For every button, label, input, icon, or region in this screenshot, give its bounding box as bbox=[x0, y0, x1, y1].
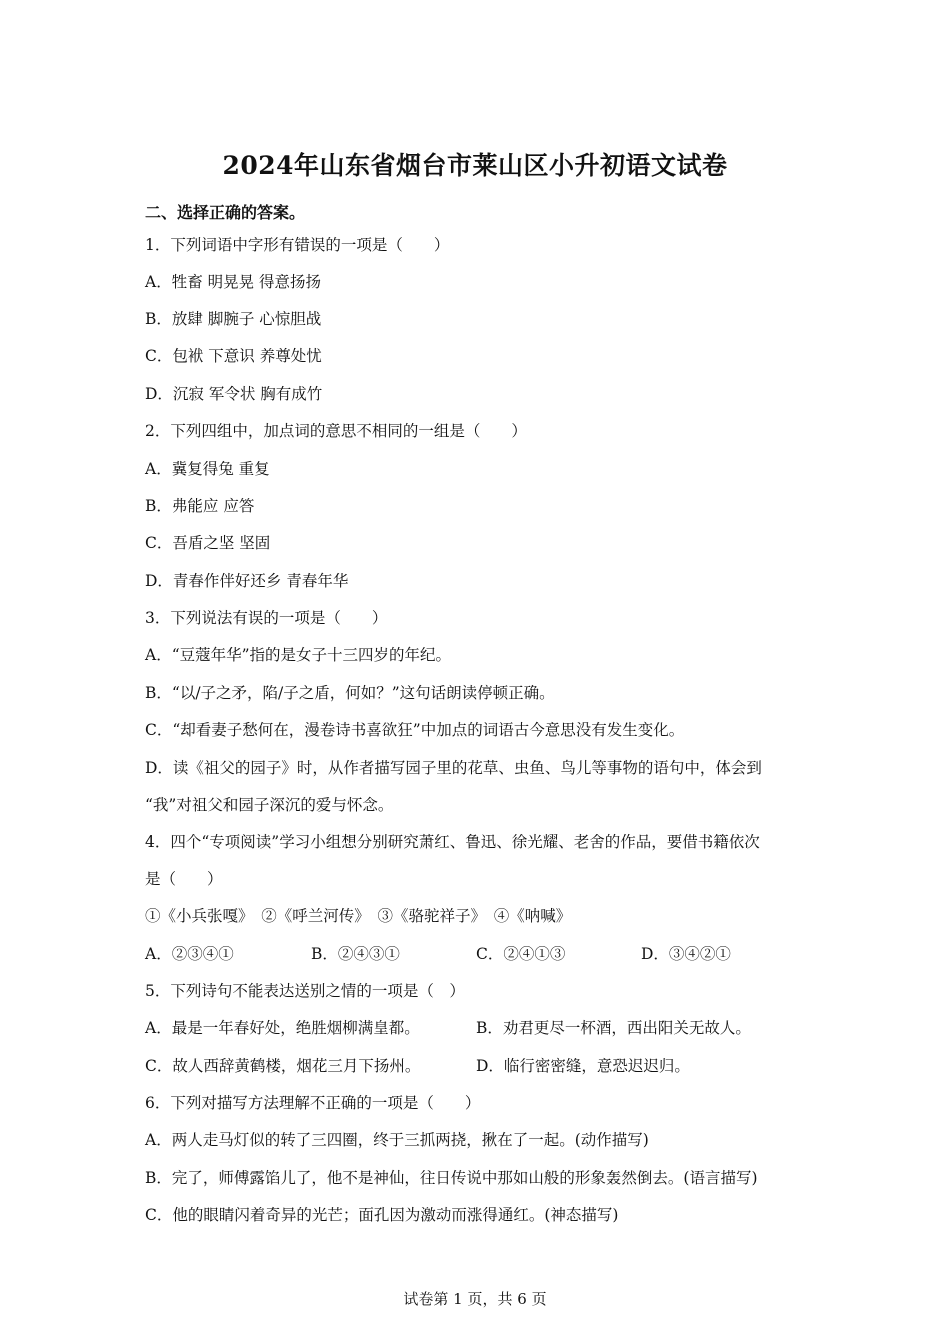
question-2-stem: 2．下列四组中，加点词的意思不相同的一组是（ ） bbox=[145, 422, 527, 440]
question-6-option-a: A．两人走马灯似的转了三四圈，终于三抓两挠，揪在了一起。(动作描写) bbox=[145, 1131, 649, 1149]
question-6-option-c: C．他的眼睛闪着奇异的光芒；面孔因为激动而涨得通红。(神态描写) bbox=[145, 1206, 619, 1224]
section-heading: 二、选择正确的答案。 bbox=[145, 203, 306, 222]
question-3-option-d: D．读《祖父的园子》时，从作者描写园子里的花草、虫鱼、鸟儿等事物的语句中，体会到 bbox=[145, 759, 762, 777]
question-2-option-b: B．弗能应 应答 bbox=[145, 497, 255, 515]
question-3-option-d-continued: “我”对祖父和园子深沉的爱与怀念。 bbox=[145, 796, 394, 814]
question-1-option-d: D．沉寂 军令状 胸有成竹 bbox=[145, 385, 323, 403]
question-4-stem: 4．四个“专项阅读”学习小组想分别研究萧红、鲁迅、徐光耀、老舍的作品，要借书籍依次 bbox=[145, 833, 760, 851]
question-3-stem: 3．下列说法有误的一项是（ ） bbox=[145, 609, 388, 627]
question-4-option-a: A．②③④① bbox=[145, 945, 234, 963]
question-3-option-c: C．“却看妻子愁何在，漫卷诗书喜欲狂”中加点的词语古今意思没有发生变化。 bbox=[145, 721, 685, 739]
question-3-option-a: A．“豆蔻年华”指的是女子十三四岁的年纪。 bbox=[145, 646, 452, 664]
page-footer: 试卷第 1 页，共 6 页 bbox=[403, 1290, 547, 1308]
question-1-option-a: A．牲畜 明晃晃 得意扬扬 bbox=[145, 273, 322, 291]
question-6-stem: 6．下列对描写方法理解不正确的一项是（ ） bbox=[145, 1094, 481, 1112]
question-4-option-d: D．③④②① bbox=[641, 945, 731, 963]
question-4-stem-continued: 是（ ） bbox=[145, 870, 223, 888]
question-1-option-b: B．放肆 脚腕子 心惊胆战 bbox=[145, 310, 322, 328]
question-5-option-d: D．临行密密缝，意恐迟迟归。 bbox=[476, 1057, 690, 1075]
question-4-option-c: C．②④①③ bbox=[476, 945, 566, 963]
question-4-option-b: B．②④③① bbox=[311, 945, 400, 963]
question-3-option-b: B．“以/子之矛，陷/子之盾，何如？”这句话朗读停顿正确。 bbox=[145, 684, 555, 702]
question-1-option-c: C．包袱 下意识 养尊处忧 bbox=[145, 347, 322, 365]
question-1-stem: 1．下列词语中字形有错误的一项是（ ） bbox=[145, 236, 450, 254]
question-2-option-c: C．吾盾之坚 坚固 bbox=[145, 534, 271, 552]
question-5-option-b: B．劝君更尽一杯酒，西出阳关无故人。 bbox=[476, 1019, 751, 1037]
question-5-option-c: C．故人西辞黄鹤楼，烟花三月下扬州。 bbox=[145, 1057, 421, 1075]
question-6-option-b: B．完了，师傅露馅儿了，他不是神仙，往日传说中那如山般的形象轰然倒去。(语言描写) bbox=[145, 1169, 758, 1187]
question-2-option-a: A．冀复得兔 重复 bbox=[145, 460, 270, 478]
question-2-option-d: D．青春作伴好还乡 青春年华 bbox=[145, 572, 349, 590]
question-5-option-a: A．最是一年春好处，绝胜烟柳满皇都。 bbox=[145, 1019, 420, 1037]
question-4-book-list: ①《小兵张嘎》 ②《呼兰河传》 ③《骆驼祥子》 ④《呐喊》 bbox=[145, 907, 572, 925]
question-5-stem: 5．下列诗句不能表达送别之情的一项是（ ） bbox=[145, 982, 465, 1000]
page-title: 2024年山东省烟台市莱山区小升初语文试卷 bbox=[222, 151, 728, 180]
